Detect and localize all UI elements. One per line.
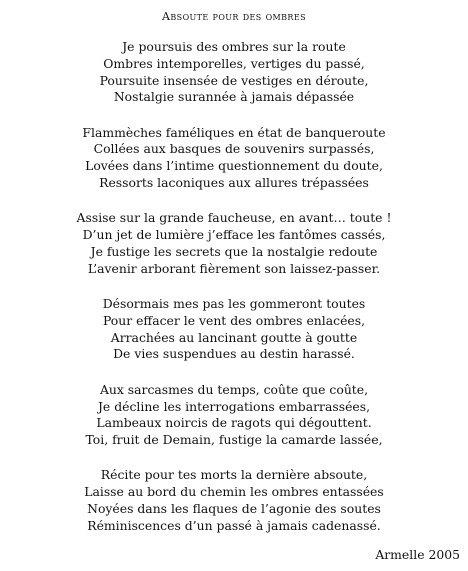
verse-line: Ressorts laconiques aux allures trépassées [99, 175, 369, 191]
stanza [0, 125, 468, 192]
verse-line: Désormais mes pas les gommeront toutes [102, 296, 366, 312]
verse-line: Arrachées au lancinant goutte à goutte [110, 329, 358, 345]
verse-line: Ombres intemporelles, vertiges du passé, [103, 55, 365, 71]
verse-line: Laisse au bord du chemin les ombres entassées [84, 484, 384, 500]
verse-line: Poursuite insensée de vestiges en déroute, [99, 72, 369, 88]
verse-line: L’avenir arborant fièrement son laissez-passer. [87, 260, 381, 276]
verse-line: Lambeaux noircis de ragots qui dégouttent. [96, 415, 372, 431]
author-signature: Armelle 2005 [375, 547, 460, 562]
verse-line: Nostalgie surannée à jamais dépassée [113, 89, 355, 105]
verse-line: Toi, fruit de Demain, fustige la camarde lassée, [85, 432, 383, 448]
verse-line: Flammèches faméliques en état de banqueroute [82, 124, 386, 140]
verse-line: Collées aux basques de souvenirs surpassés, [93, 141, 375, 157]
verse-line: Je fustige les secrets que la nostalgie redoute [90, 243, 378, 259]
verse-line: Assise sur la grande faucheuse, en avant… toute ! [76, 210, 392, 226]
poem-title: Absoute pour des ombres [162, 10, 306, 23]
verse-line: Je poursuis des ombres sur la route [122, 39, 346, 54]
verse-line: Lovées dans l’intime questionnement du doute, [85, 158, 383, 174]
stanza [0, 210, 468, 277]
stanza [0, 467, 468, 534]
stanza [0, 39, 468, 106]
poem-body [0, 39, 468, 553]
verse-line: D’un jet de lumière j’efface les fantômes cassés, [82, 227, 386, 243]
verse-line: Réminiscences d’un passé à jamais cadenassé. [87, 517, 381, 533]
stanza [0, 296, 468, 363]
verse-line: Récite pour tes morts la dernière absoute, [100, 467, 368, 483]
verse-line: Je décline les interrogations embarrassées, [97, 398, 371, 414]
verse-line: Aux sarcasmes du temps, coûte que coûte, [99, 381, 369, 397]
stanza [0, 382, 468, 449]
verse-line: De vies suspendues au destin harassé. [113, 346, 355, 362]
verse-line: Pour effacer le vent des ombres enlacées, [102, 312, 366, 328]
verse-line: Noyées dans les flaques de l’agonie des soutes [87, 501, 381, 517]
